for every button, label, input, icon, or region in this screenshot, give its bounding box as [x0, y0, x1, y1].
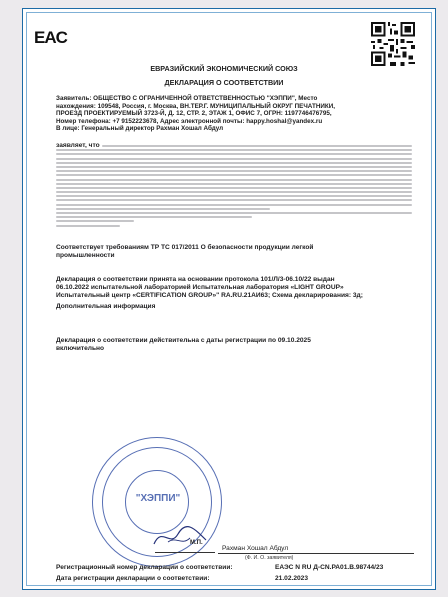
applicant-line1: ОБЩЕСТВО С ОГРАНИЧЕННОЙ ОТВЕТСТВЕННОСТЬЮ "ХЭППИ", Место — [93, 95, 318, 102]
conformity-line2: промышленности — [56, 252, 115, 260]
applicant-line2: нахождения: 109548, Россия, г. Москва, ВН.ТЕР.Г. МУНИЦИПАЛЬНЫЙ ОКРУГ ПЕЧАТНИКИ, — [56, 102, 336, 110]
basis-block — [56, 276, 416, 301]
validity-line2: включительно — [56, 345, 105, 353]
additional-info-label: Дополнительная информация — [56, 303, 156, 310]
declaration-title: ДЕКЛАРАЦИЯ О СООТВЕТСТВИИ — [164, 78, 284, 87]
qr-code — [371, 22, 415, 66]
signer-name-hint: (Ф. И. О. заявителя) — [245, 555, 294, 561]
signer-name-line — [218, 553, 414, 554]
registration-date: 21.02.2023 — [275, 575, 309, 582]
stamp-center-text: "ХЭППИ" — [135, 493, 181, 504]
basis-line1: Декларация о соответствии принята на основании протокола 101/Л/3-06.10/22 выдан — [56, 276, 335, 283]
registration-number-label: Регистрационный номер декларации о соответствии: — [56, 564, 233, 571]
declares-label: заявляет, что — [56, 142, 100, 149]
validity-block — [56, 337, 416, 353]
registration-number: ЕАЭС N RU Д-CN.РА01.В.98744/23 — [275, 564, 384, 571]
mp-label: М.П. — [190, 540, 203, 546]
registration-date-label: Дата регистрации декларации о соответствии: — [56, 575, 210, 582]
applicant-block — [56, 95, 416, 133]
basis-line3: Испытательный центр «CERTIFICATION GROUP»" RA.RU.21AИ63; Схема декларирования: 3д; — [56, 292, 363, 300]
conformity-line1: Соответствует требованиям ТР ТС 017/2011 О безопасности продукции легкой — [56, 244, 314, 251]
applicant-line4: Номер телефона: +7 9152223678, Адрес электронной почты: happy.hoshal@yandex.ru — [56, 117, 323, 125]
signer-name: Рахман Хошал Абдул — [222, 545, 289, 552]
product-description-block — [56, 145, 412, 229]
applicant-line3: ПРОЕЗД ПРОЕКТИРУЕМЫЙ 3723-Й, Д. 12, СТР. 2, ЭТАЖ 1, ОФИС 7, ОГРН: 1197746476795, — [56, 110, 332, 118]
applicant-label: Заявитель: — [56, 95, 92, 102]
applicant-person: В лице: Генеральный директор Рахман Хошал Абдул — [56, 125, 224, 133]
signature-line — [155, 552, 215, 553]
basis-line2: 06.10.2022 испытательной лабораторией Испытательная лаборатория «LIGHT GROUP» — [56, 284, 344, 292]
validity-line1: Декларация о соответствии действительна с даты регистрации по 09.10.2025 — [56, 337, 311, 344]
eac-logo: EAC — [34, 28, 67, 47]
union-title: ЕВРАЗИЙСКИЙ ЭКОНОМИЧЕСКИЙ СОЮЗ — [150, 64, 298, 73]
conformity-block — [56, 244, 416, 260]
